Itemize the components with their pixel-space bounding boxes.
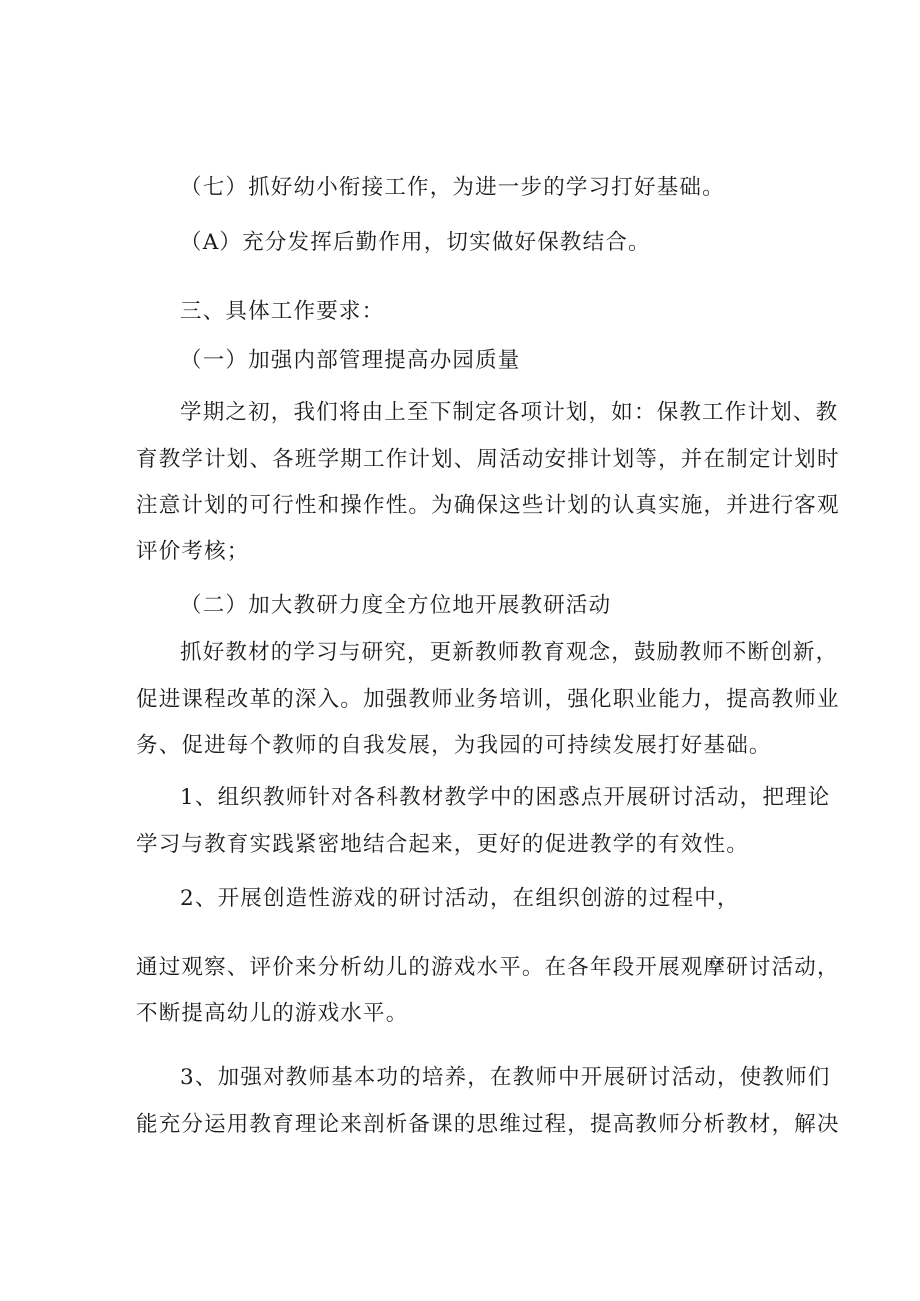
list-item-1: 1、组织教师针对各科教材教学中的困惑点开展研讨活动，把理论 xyxy=(180,785,831,810)
paragraph-line: 育教学计划、各班学期工作计划、周活动安排计划等，并在制定计划时 xyxy=(136,447,840,472)
section-heading-8: （A）充分发挥后勤作用，切实做好保教结合。 xyxy=(180,230,651,255)
chapter-heading: 三、具体工作要求： xyxy=(180,299,385,324)
paragraph-line: 学习与教育实践紧密地结合起来，更好的促进教学的有效性。 xyxy=(136,832,749,857)
section-heading-7: （七）抓好幼小衔接工作，为进一步的学习打好基础。 xyxy=(180,175,725,200)
list-item-3: 3、加强对教师基本功的培养，在教师中开展研讨活动，使教师们 xyxy=(180,1065,831,1090)
subsection-heading-1: （一）加强内部管理提高办园质量 xyxy=(180,348,521,373)
list-item-2: 2、开展创造性游戏的研讨活动，在组织创游的过程中， xyxy=(180,886,740,911)
subsection-heading-2: （二）加大教研力度全方位地开展教研活动 xyxy=(180,593,612,618)
paragraph-line: 评价考核； xyxy=(136,539,250,564)
paragraph-line: 务、促进每个教师的自我发展，为我园的可持续发展打好基础。 xyxy=(136,733,772,758)
paragraph-line: 通过观察、评价来分析幼儿的游戏水平。在各年段开展观摩研讨活动， xyxy=(136,955,840,980)
paragraph-line: 不断提高幼儿的游戏水平。 xyxy=(136,1001,409,1026)
paragraph-line: 注意计划的可行性和操作性。为确保这些计划的认真实施，并进行客观 xyxy=(136,493,840,518)
paragraph-line: 学期之初，我们将由上至下制定各项计划，如：保教工作计划、教 xyxy=(180,400,839,425)
paragraph-line: 抓好教材的学习与研究，更新教师教育观念，鼓励教师不断创新， xyxy=(180,640,839,665)
paragraph-line: 能充分运用教育理论来剖析备课的思维过程，提高教师分析教材，解决 xyxy=(136,1112,840,1137)
paragraph-line: 促进课程改革的深入。加强教师业务培训，强化职业能力，提高教师业 xyxy=(136,687,840,712)
